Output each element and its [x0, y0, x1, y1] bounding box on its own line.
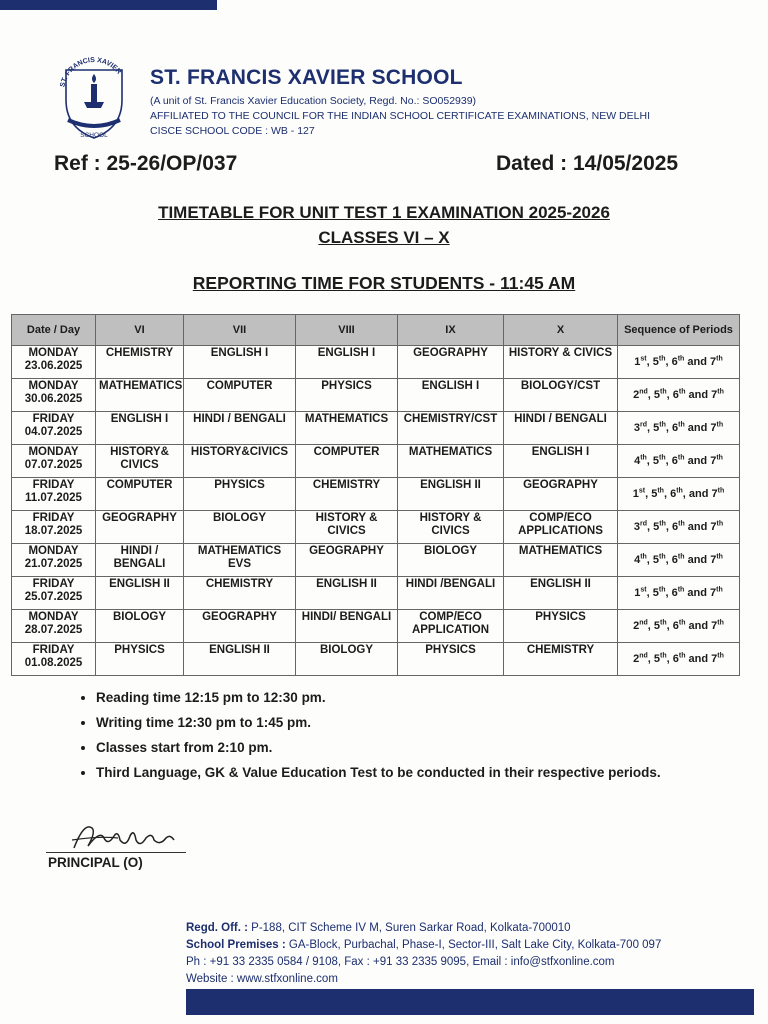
cell-class-x: ENGLISH II	[504, 577, 618, 610]
cell-class-viii: PHYSICS	[296, 379, 398, 412]
cell-class-viii: BIOLOGY	[296, 643, 398, 676]
cell-date-day	[12, 445, 96, 478]
cell-class-vi: BIOLOGY	[96, 610, 184, 643]
cell-class-viii: COMPUTER	[296, 445, 398, 478]
day-label: MONDAY	[28, 380, 79, 392]
date-label: 07.07.2025	[24, 459, 83, 471]
table-row	[12, 346, 740, 379]
signature-line	[46, 852, 186, 853]
date-label: 23.06.2025	[24, 360, 83, 372]
note-item: • Writing time 12:30 pm to 1:45 pm.	[96, 715, 756, 731]
cell-class-vii: HINDI / BENGALI	[184, 412, 296, 445]
svg-text:ST. FRANCIS XAVIER	[59, 57, 122, 88]
table-row	[12, 577, 740, 610]
header-date-day: Date / Day	[12, 315, 96, 346]
header-class-vi: VI	[96, 315, 184, 346]
note-item: • Classes start from 2:10 pm.	[96, 740, 756, 756]
timetable-table	[11, 314, 740, 676]
cell-date-day	[12, 577, 96, 610]
cell-date-day	[12, 511, 96, 544]
header-class-viii: VIII	[296, 315, 398, 346]
cell-class-x: GEOGRAPHY	[504, 478, 618, 511]
school-crest-logo	[54, 50, 134, 140]
timetable-title: TIMETABLE FOR UNIT TEST 1 EXAMINATION 2025-2026	[158, 203, 610, 222]
cell-class-x: CHEMISTRY	[504, 643, 618, 676]
school-name: ST. FRANCIS XAVIER SCHOOL	[150, 66, 463, 89]
date-label: 21.07.2025	[24, 558, 83, 570]
cell-class-viii: ENGLISH I	[296, 346, 398, 379]
cell-date-day	[12, 610, 96, 643]
table-row	[12, 610, 740, 643]
day-label: FRIDAY	[32, 512, 75, 524]
header-class-ix: IX	[398, 315, 504, 346]
cell-class-vi: HISTORY& CIVICS	[96, 445, 184, 478]
table-row	[12, 379, 740, 412]
school-code-line: CISCE SCHOOL CODE : WB - 127	[150, 125, 315, 137]
cell-class-ix: PHYSICS	[398, 643, 504, 676]
cell-class-ix: MATHEMATICS	[398, 445, 504, 478]
cell-class-vi: ENGLISH II	[96, 577, 184, 610]
cell-sequence: 4th, 5th, 6th and 7th	[618, 544, 740, 577]
footer-contact: Ph : +91 33 2335 0584 / 9108, Fax : +91 33 2335 9095, Email : info@stfxonline.com	[186, 956, 615, 968]
day-label: MONDAY	[28, 611, 79, 623]
day-label: MONDAY	[28, 446, 79, 458]
date-label: 28.07.2025	[24, 624, 83, 636]
cell-date-day	[12, 544, 96, 577]
cell-class-ix: ENGLISH I	[398, 379, 504, 412]
cell-class-vii: PHYSICS	[184, 478, 296, 511]
cell-sequence: 1st, 5th, 6th and 7th	[618, 346, 740, 379]
cell-class-viii: GEOGRAPHY	[296, 544, 398, 577]
header-class-x: X	[504, 315, 618, 346]
cell-class-vii: CHEMISTRY	[184, 577, 296, 610]
reference-number: Ref : 25-26/OP/037	[54, 152, 238, 175]
cell-sequence: 4th, 5th, 6th and 7th	[618, 445, 740, 478]
cell-class-vi: ENGLISH I	[96, 412, 184, 445]
date-label: 18.07.2025	[24, 525, 83, 537]
cell-sequence: 1st, 5th, 6th, and 7th	[618, 478, 740, 511]
cell-sequence: 3rd, 5th, 6th and 7th	[618, 412, 740, 445]
cell-sequence: 1st, 5th, 6th and 7th	[618, 577, 740, 610]
cell-class-vi: PHYSICS	[96, 643, 184, 676]
table-row	[12, 478, 740, 511]
cell-class-vii: HISTORY&CIVICS	[184, 445, 296, 478]
cell-class-x: HISTORY & CIVICS	[504, 346, 618, 379]
table-row	[12, 643, 740, 676]
school-society-line: (A unit of St. Francis Xavier Education Society, Regd. No.: SO052939)	[150, 95, 477, 107]
header-sequence: Sequence of Periods	[618, 315, 740, 346]
cell-class-vii: ENGLISH II	[184, 643, 296, 676]
bottom-color-bar	[186, 989, 754, 1015]
cell-class-viii: HISTORY & CIVICS	[296, 511, 398, 544]
cell-class-ix: GEOGRAPHY	[398, 346, 504, 379]
cell-class-vi: MATHEMATICS	[96, 379, 184, 412]
date-label: 25.07.2025	[24, 591, 83, 603]
cell-date-day	[12, 346, 96, 379]
header-class-vii: VII	[184, 315, 296, 346]
footer-school-premises: School Premises : GA-Block, Purbachal, Phase-I, Sector-III, Salt Lake City, Kolkata-700 097	[186, 939, 662, 951]
cell-class-viii: HINDI/ BENGALI	[296, 610, 398, 643]
classes-title: CLASSES VI – X	[318, 228, 450, 247]
table-row	[12, 544, 740, 577]
note-item: • Third Language, GK & Value Education Test to be conducted in their respective periods.	[96, 765, 756, 781]
note-item: • Reading time 12:15 pm to 12:30 pm.	[96, 690, 756, 706]
document-date: Dated : 14/05/2025	[496, 152, 679, 175]
day-label: FRIDAY	[32, 644, 75, 656]
cell-sequence: 2nd, 5th, 6th and 7th	[618, 610, 740, 643]
cell-sequence: 2nd, 5th, 6th and 7th	[618, 643, 740, 676]
date-label: 30.06.2025	[24, 393, 83, 405]
day-label: MONDAY	[28, 545, 79, 557]
cell-class-x: COMP/ECO APPLICATIONS	[504, 511, 618, 544]
cell-date-day	[12, 643, 96, 676]
top-color-bar	[0, 0, 217, 10]
cell-class-vii: ENGLISH I	[184, 346, 296, 379]
cell-class-viii: CHEMISTRY	[296, 478, 398, 511]
cell-class-viii: ENGLISH II	[296, 577, 398, 610]
date-label: 11.07.2025	[25, 492, 82, 504]
cell-sequence: 2nd, 5th, 6th and 7th	[618, 379, 740, 412]
reporting-time: REPORTING TIME FOR STUDENTS - 11:45 AM	[192, 273, 576, 293]
footer-registered-office: Regd. Off. : P-188, CIT Scheme IV M, Suren Sarkar Road, Kolkata-700010	[186, 922, 571, 934]
table-row	[12, 445, 740, 478]
logo-bottom-text: SCHOOL	[80, 132, 108, 139]
school-affiliation-line: AFFILIATED TO THE COUNCIL FOR THE INDIAN SCHOOL CERTIFICATE EXAMINATIONS, NEW DELHI	[150, 110, 650, 122]
cell-class-x: PHYSICS	[504, 610, 618, 643]
date-label: 04.07.2025	[24, 426, 83, 438]
cell-class-x: MATHEMATICS	[504, 544, 618, 577]
logo-top-text: ST. FRANCIS XAVIER	[59, 56, 123, 88]
day-label: FRIDAY	[32, 413, 75, 425]
day-label: FRIDAY	[32, 479, 75, 491]
principal-label: PRINCIPAL (O)	[48, 855, 143, 870]
cell-class-viii: MATHEMATICS	[296, 412, 398, 445]
cell-class-x: ENGLISH I	[504, 445, 618, 478]
cell-class-ix: CHEMISTRY/CST	[398, 412, 504, 445]
cell-class-vi: HINDI / BENGALI	[96, 544, 184, 577]
cell-sequence: 3rd, 5th, 6th and 7th	[618, 511, 740, 544]
cell-date-day	[12, 478, 96, 511]
cell-class-x: HINDI / BENGALI	[504, 412, 618, 445]
cell-class-ix: HISTORY & CIVICS	[398, 511, 504, 544]
footer-website: Website : www.stfxonline.com	[186, 973, 338, 985]
cell-class-vi: COMPUTER	[96, 478, 184, 511]
cell-class-ix: COMP/ECO APPLICATION	[398, 610, 504, 643]
day-label: FRIDAY	[32, 578, 75, 590]
instructions-list	[70, 690, 756, 790]
cell-date-day	[12, 412, 96, 445]
cell-class-vii: BIOLOGY	[184, 511, 296, 544]
day-label: MONDAY	[28, 347, 79, 359]
cell-class-vi: GEOGRAPHY	[96, 511, 184, 544]
cell-date-day	[12, 379, 96, 412]
table-row	[12, 412, 740, 445]
cell-class-vii: COMPUTER	[184, 379, 296, 412]
cell-class-x: BIOLOGY/CST	[504, 379, 618, 412]
cell-class-vi: CHEMISTRY	[96, 346, 184, 379]
date-label: 01.08.2025	[24, 657, 83, 669]
timetable-body	[12, 346, 740, 676]
cell-class-ix: BIOLOGY	[398, 544, 504, 577]
cell-class-ix: ENGLISH II	[398, 478, 504, 511]
cell-class-vii: MATHEMATICS EVS	[184, 544, 296, 577]
table-header-row	[12, 315, 740, 346]
cell-class-ix: HINDI /BENGALI	[398, 577, 504, 610]
cell-class-vii: GEOGRAPHY	[184, 610, 296, 643]
table-row	[12, 511, 740, 544]
